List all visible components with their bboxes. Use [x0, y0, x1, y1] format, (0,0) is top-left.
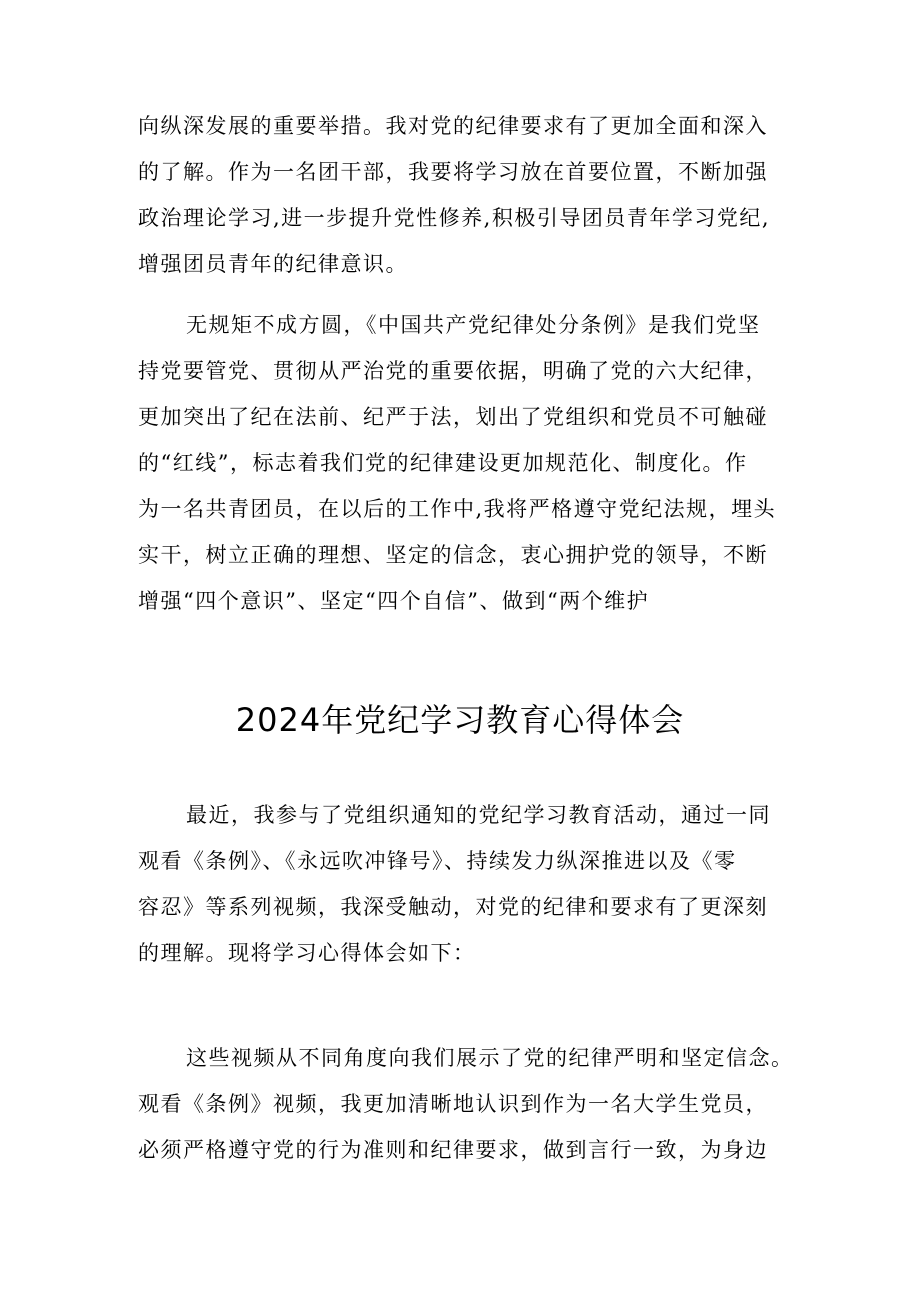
- paragraph-line: 为一名共青团员，在以后的工作中,我将严格遵守党纪法规，埋头: [138, 497, 777, 521]
- paragraph-line: 的“红线”，标志着我们党的纪律建设更加规范化、制度化。作: [138, 451, 748, 475]
- paragraph-line: 的理解。现将学习心得体会如下：: [138, 941, 476, 965]
- rules-paragraph: [138, 302, 798, 624]
- videos-paragraph: [138, 1035, 798, 1173]
- paragraph-line: 观看《条例》视频，我更加清晰地认识到作为一名大学生党员，: [138, 1092, 768, 1116]
- paragraph-line: 持党要管党、贯彻从严治党的重要依据，明确了党的六大纪律，: [138, 359, 768, 383]
- paragraph-line: 增强“四个意识”、坚定“四个自信”、做到“两个维护: [138, 589, 650, 613]
- paragraph-line: 容忍》等系列视频，我深受触动，对党的纪律和要求有了更深刻: [138, 895, 768, 919]
- paragraph-line: 必须严格遵守党的行为准则和纪律要求，做到言行一致，为身边: [138, 1138, 768, 1162]
- paragraph-line: 无规矩不成方圆，《中国共产党纪律处分条例》是我们党坚: [186, 313, 761, 337]
- paragraph-line: 的了解。作为一名团干部，我要将学习放在首要位置，不断加强: [138, 160, 768, 184]
- paragraph-line: 最近，我参与了党组织通知的党纪学习教育活动，通过一同: [186, 803, 771, 827]
- paragraph-line: 向纵深发展的重要举措。我对党的纪律要求有了更加全面和深入: [138, 114, 768, 138]
- paragraph-line: 政治理论学习,进一步提升党性修养,积极引导团员青年学习党纪,: [138, 206, 771, 230]
- intro-paragraph: [138, 792, 798, 976]
- page-title: 2024年党纪学习教育心得体会: [235, 701, 685, 739]
- paragraph-line: 增强团员青年的纪律意识。: [138, 252, 408, 276]
- paragraph-line: 这些视频从不同角度向我们展示了党的纪律严明和坚定信念。: [186, 1046, 794, 1070]
- paragraph-line: 更加突出了纪在法前、纪严于法，划出了党组织和党员不可触碰: [138, 405, 768, 429]
- paragraph-line: 观看《条例》、《永远吹冲锋号》、持续发力纵深推进以及《零: [138, 849, 737, 873]
- paragraph-line: 实干，树立正确的理想、坚定的信念，衷心拥护党的领导，不断: [138, 543, 768, 567]
- continuation-paragraph: [138, 103, 798, 287]
